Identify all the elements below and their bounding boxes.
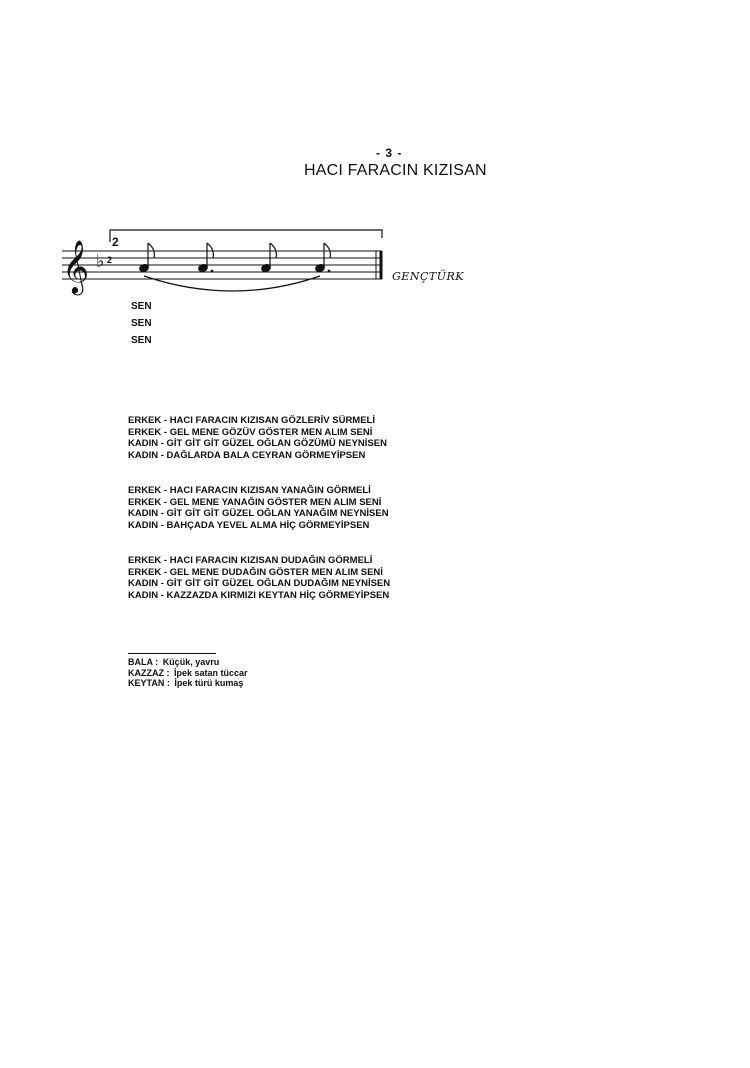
- glossary-item: [128, 657, 248, 668]
- verse-line: ERKEK - GEL MENE YANAĞIN GÖSTER MEN ALIM SENİ: [128, 496, 382, 508]
- glossary-definition: Küçük, yavru: [162, 657, 220, 667]
- glossary-definition: İpek satan tüccar: [174, 667, 248, 678]
- glossary-item: [128, 678, 248, 689]
- lyric-line: SEN: [131, 301, 152, 312]
- page-number: - 3 -: [376, 146, 403, 160]
- ending-number: 2: [112, 235, 119, 249]
- song-title: HACI FARACIN KIZISAN: [304, 162, 487, 179]
- lyric-line: SEN: [131, 318, 152, 329]
- glossary-term: KEYTAN :: [128, 678, 170, 688]
- stanza-1: [128, 415, 387, 461]
- verse-line: ERKEK - HACI FARACIN KIZISAN GÖZLERİV SÜRMELİ: [128, 415, 376, 426]
- glossary: [128, 657, 248, 689]
- verse-line: KADIN - DAĞLARDA BALA CEYRAN GÖRMEYİPSEN: [128, 449, 366, 461]
- lyrics-under-staff: [131, 298, 152, 349]
- flat-icon: ♭: [96, 251, 105, 272]
- slur: [144, 276, 320, 291]
- verse-line: KADIN - GİT GİT GİT GÜZEL OĞLAN GÖZÜMÜ NEYNİSEN: [128, 438, 387, 449]
- verse-line: ERKEK - GEL MENE DUDAĞIN GÖSTER MEN ALIM SENİ: [128, 566, 383, 578]
- glossary-definition: İpek türü kumaş: [174, 678, 244, 688]
- glossary-rule: [128, 653, 216, 654]
- verse-line: KADIN - KAZZAZDA KIRMIZI KEYTAN HİÇ GÖRMEYİPSEN: [128, 589, 390, 601]
- lyric-line: SEN: [131, 335, 152, 346]
- verse-line: KADIN - BAHÇADA YEVEL ALMA HİÇ GÖRMEYİPSEN: [128, 519, 370, 531]
- stanza-3: [128, 555, 390, 601]
- verse-line: ERKEK - HACI FARACIN KIZISAN YANAĞIN GÖRMELİ: [128, 485, 371, 496]
- ending-bracket: [110, 230, 382, 242]
- glossary-item: [128, 668, 248, 679]
- glossary-term: KAZZAZ :: [128, 667, 170, 678]
- verse-line: KADIN - GİT GİT GİT GÜZEL OĞLAN YANAĞIM NEYNİSEN: [128, 508, 389, 519]
- signature: GENÇTÜRK: [392, 270, 464, 283]
- treble-clef-icon: 𝄞: [62, 239, 90, 293]
- glossary-term: BALA :: [128, 657, 159, 667]
- verse-line: KADIN - GİT GİT GİT GÜZEL OĞLAN DUDAĞIM NEYNİSEN: [128, 578, 391, 589]
- music-staff: [58, 220, 398, 300]
- verse-line: ERKEK - GEL MENE GÖZÜV GÖSTER MEN ALIM SENİ: [128, 426, 373, 438]
- verse-line: ERKEK - HACI FARACIN KIZISAN DUDAĞIN GÖRMELİ: [128, 555, 373, 566]
- stanza-2: [128, 485, 389, 531]
- time-signature: 2: [107, 255, 113, 265]
